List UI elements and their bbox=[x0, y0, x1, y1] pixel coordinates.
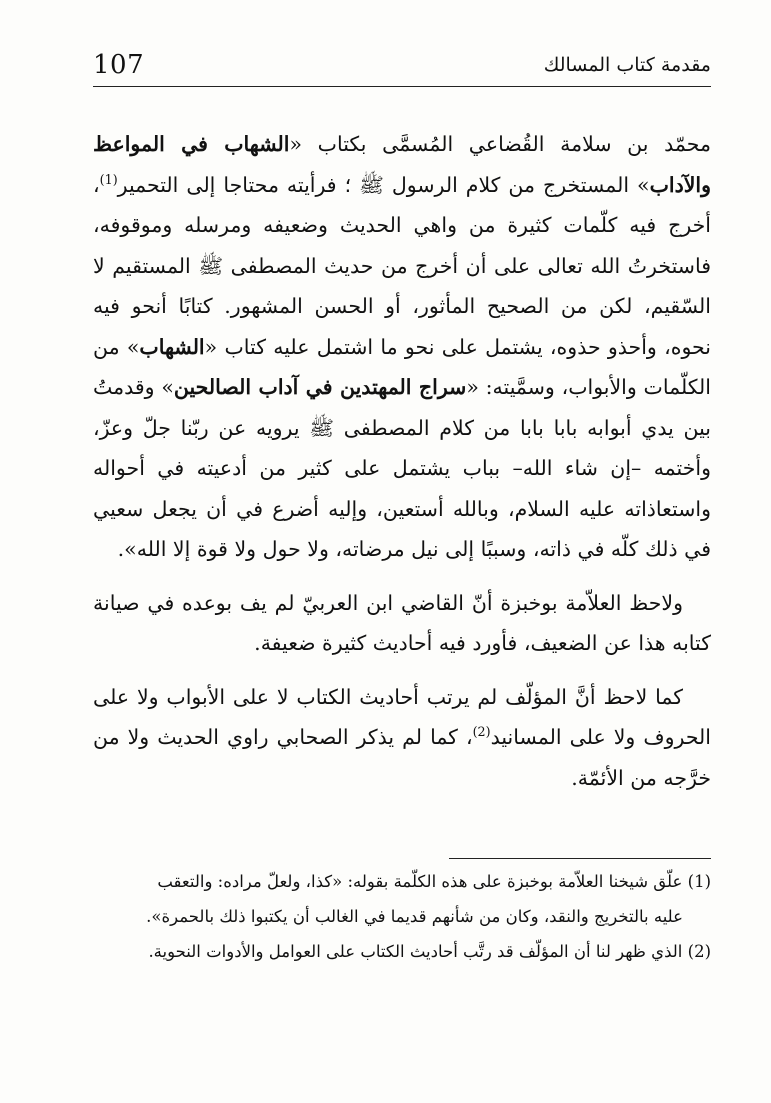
book-title-shihab: الشهاب bbox=[139, 334, 205, 359]
footnote-ref-2[interactable]: (2) bbox=[472, 724, 491, 740]
footnotes bbox=[93, 864, 711, 969]
running-head: مقدمة كتاب المسالك bbox=[543, 54, 711, 76]
p3-text-2: ، كما لم يذكر الصحابي راوي الحديث ولا من خرَّجه من الأئمّة. bbox=[93, 725, 711, 790]
p1-text-3: ، أخرج فيه كلّمات كثيرة من واهي الحديث وضعيفه ومرسله وموقوفه، فاستخرتُ الله تعالى على أن أخرج من حديث المصطفى ﷺ المستقيم لا السّقيم، لكن من الصحيح المأثور، أو الحسن المشهور. كتابًا أنحو فيه نحوه، وأحذو حذوه، يشتمل على نحو ما اشتمل عليه كتاب « bbox=[93, 172, 711, 359]
footnote-1 bbox=[93, 864, 711, 899]
p1-text-2: » المستخرج من كلام الرسول ﷺ ؛ فرأيته محتاجا إلى التحمير bbox=[117, 172, 650, 197]
footnote-1-continuation: عليه بالتخريج والنقد، وكان من شأنهم قديما في الغالب أن يكتبوا ذلك بالحمرة». bbox=[146, 907, 683, 926]
p3-text-1: كما لاحظ أنَّ المؤلّف لم يرتب أحاديث الكتاب لا على الأبواب ولا على الحروف ولا على المسانيد bbox=[93, 684, 711, 749]
paragraph-1 bbox=[93, 124, 711, 570]
footnote-2-mark: (2) bbox=[687, 942, 711, 961]
paragraph-3 bbox=[93, 677, 711, 799]
p1-text-4: » من الكلّمات والأبواب، وسمَّيته: « bbox=[93, 334, 711, 399]
footnote-ref-1[interactable]: (1) bbox=[99, 171, 118, 187]
paragraph-2: ولاحظ العلاّمة بوخبزة أنّ القاضي ابن العربيّ لم يف بوعده في صيانة كتابه هذا عن الضعيف، فأورد فيه أحاديث كثيرة ضعيفة. bbox=[93, 590, 711, 655]
footnote-1-text: علّق شيخنا العلاّمة بوخبزة على هذه الكلّمة بقوله: «كذا، ولعلّ مراده: والتعقب bbox=[157, 872, 683, 891]
book-title-siraj: سراج المهتدين في آداب الصالحين bbox=[173, 375, 467, 399]
footnote-divider bbox=[449, 858, 711, 859]
footnote-2 bbox=[93, 934, 711, 969]
footnote-1-mark: (1) bbox=[687, 872, 711, 891]
p1-text-1: محمّد بن سلامة القُضاعي المُسمَّى بكتاب « bbox=[289, 132, 711, 156]
book-title-shihab-full: الشهاب في المواعظ والآداب bbox=[93, 132, 711, 197]
page-number: 107 bbox=[93, 50, 145, 80]
footnote-2-text: الذي ظهر لنا أن المؤلّف قد رتَّب أحاديث الكتاب على العوامل والأدوات النحوية. bbox=[148, 942, 683, 961]
main-text bbox=[93, 124, 711, 798]
page-header bbox=[93, 46, 711, 87]
p1-text-5: » وقدمتُ بين يدي أبوابه بابا بابا من كلام المصطفى ﷺ يرويه عن ربّنا جلّ وعزّ، وأختمه –إن شاء الله– بباب يشتمل على كثير من أدعيته في أحواله واستعاذاته عليه السلام، وبالله أستعين، وإليه أضرع في أن يجعل سعيي في ذلك كلّه في ذاته، وسببًا إلى نيل مرضاته، ولا حول ولا قوة إلا الله». bbox=[93, 375, 711, 561]
